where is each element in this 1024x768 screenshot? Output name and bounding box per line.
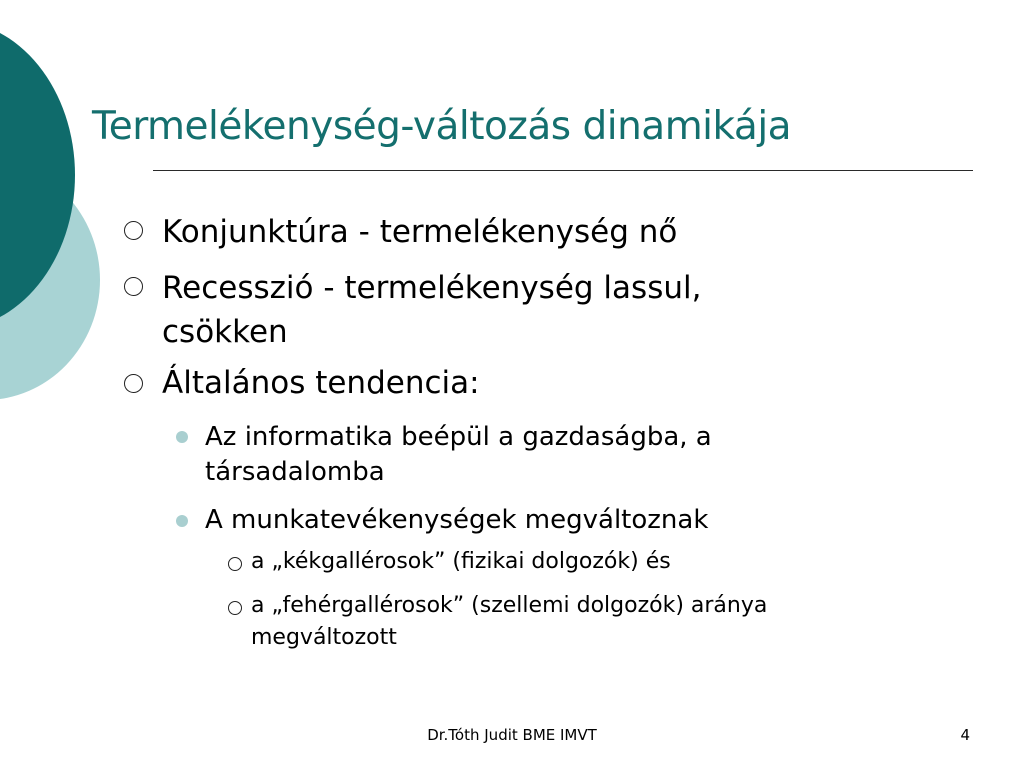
hollow-circle-bullet-icon bbox=[124, 374, 143, 393]
slide-title: Termelékenység-változás dinamikája bbox=[92, 104, 792, 149]
footer-author: Dr.Tóth Judit BME IMVT bbox=[427, 726, 597, 744]
hollow-circle-bullet-icon bbox=[228, 601, 242, 615]
bullet-recesszio-line-2: csökken bbox=[162, 314, 288, 350]
bullet-informatika-line-1: Az informatika beépül a gazdaságba, a bbox=[205, 422, 712, 452]
filled-dot-bullet-icon bbox=[176, 431, 188, 443]
bullet-informatika-line-2: társadalomba bbox=[205, 457, 385, 487]
bullet-munkatevekenysegek: A munkatevékenységek megváltoznak bbox=[205, 505, 709, 535]
bullet-konjunktura: Konjunktúra - termelékenység nő bbox=[162, 214, 678, 250]
bullet-kekgallerosok: a „kékgallérosok” (fizikai dolgozók) és bbox=[251, 549, 671, 574]
filled-dot-bullet-icon bbox=[176, 515, 188, 527]
hollow-circle-bullet-icon bbox=[228, 557, 242, 571]
bullet-fehergallerosok-line-2: megváltozott bbox=[251, 625, 397, 650]
hollow-circle-bullet-icon bbox=[124, 277, 143, 296]
bullet-recesszio-line-1: Recesszió - termelékenység lassul, bbox=[162, 270, 702, 306]
hollow-circle-bullet-icon bbox=[124, 221, 143, 240]
bullet-fehergallerosok-line-1: a „fehérgallérosok” (szellemi dolgozók) aránya bbox=[251, 593, 768, 618]
title-divider bbox=[153, 170, 973, 171]
bullet-altalanos-tendencia: Általános tendencia: bbox=[162, 365, 480, 401]
page-number: 4 bbox=[960, 726, 970, 744]
